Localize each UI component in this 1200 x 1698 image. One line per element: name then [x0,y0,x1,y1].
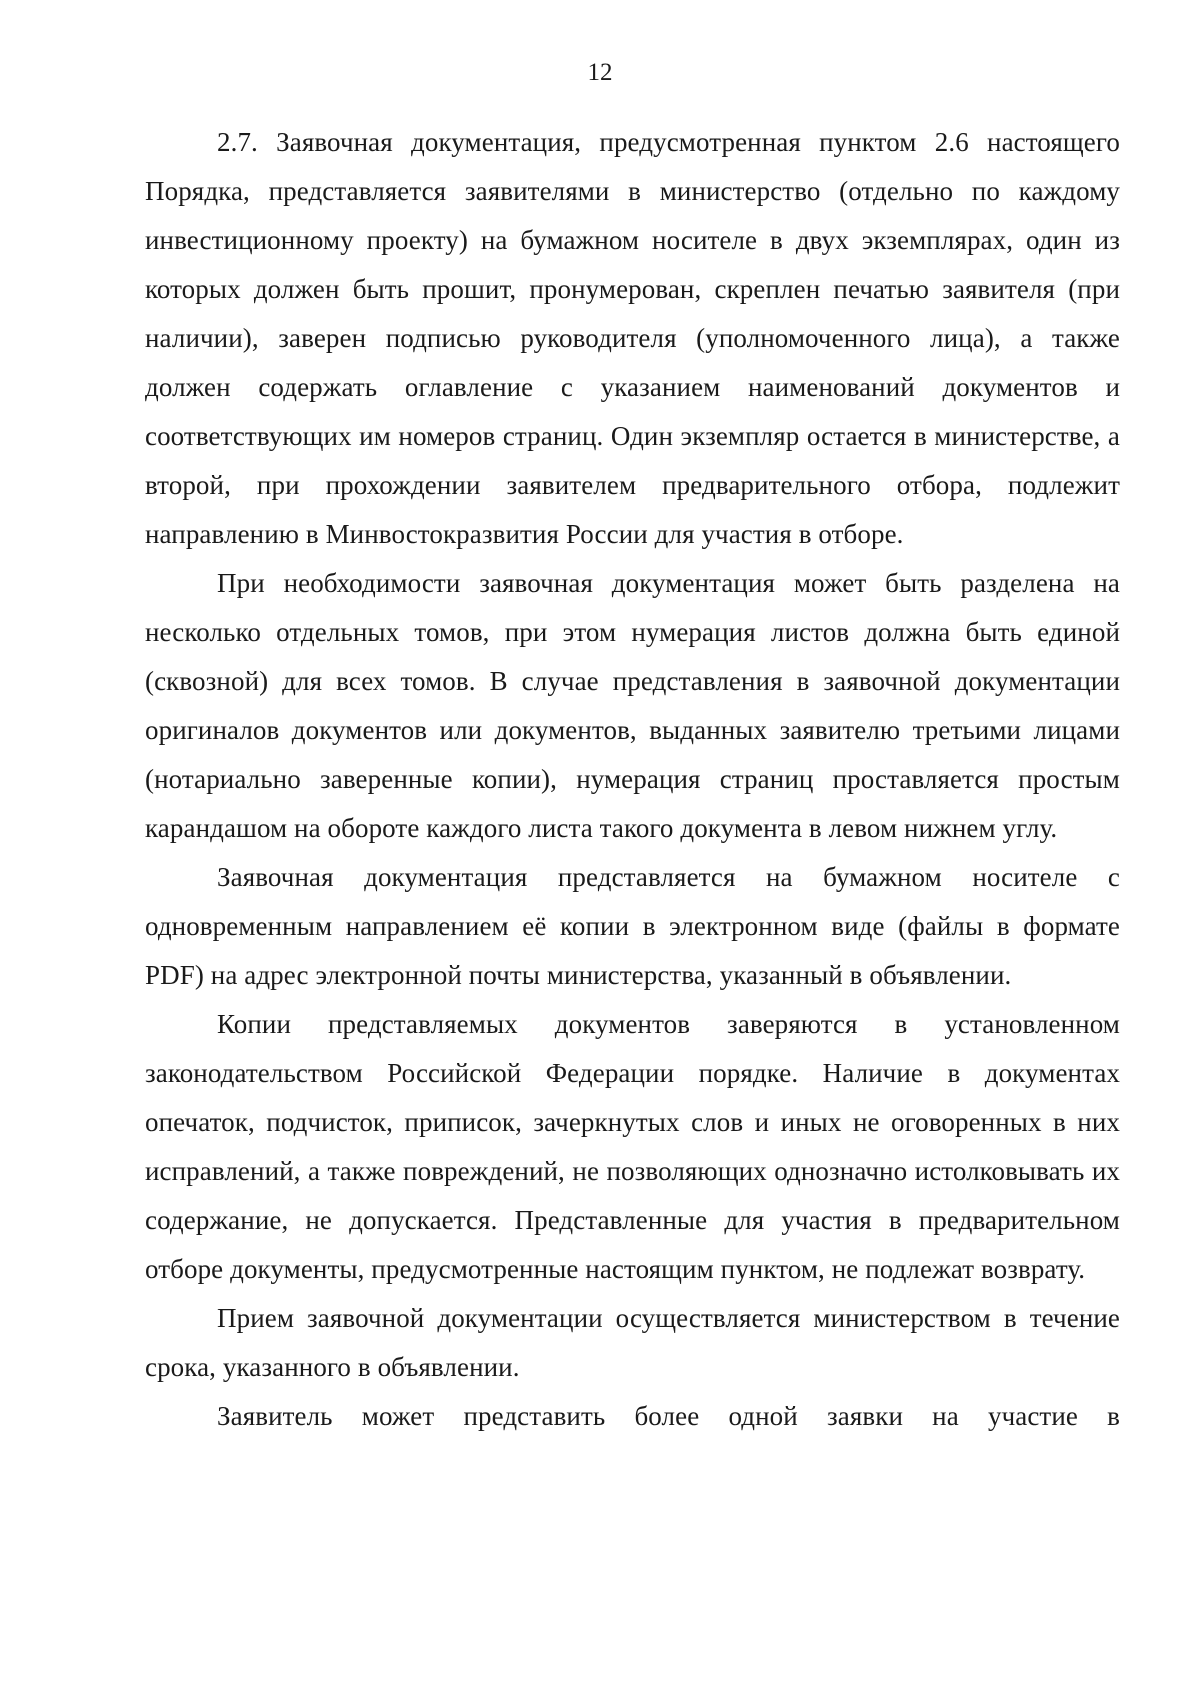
paragraph-volumes: При необходимости заявочная документация может быть разделена на несколько отдельных томов, при этом нумерация листов должна быть единой (сквозной) для всех томов. В случае представления в заявочной документации оригиналов документов или документов, выданных заявителю третьими лицами (нотариально заверенные копии), нумерация страниц проставляется простым карандашом на обороте каждого листа такого документа в левом нижнем углу. [145,568,1120,843]
paragraph-acceptance: Прием заявочной документации осуществляется министерством в течение срока, указанного в объявлении. [145,1303,1120,1382]
document-body [145,118,1120,1441]
page-number: 12 [587,59,613,86]
paragraph-copies-certification: Копии представляемых документов заверяются в установленном законодательством Российской Федерации порядке. Наличие в документах опечаток, подчисток, приписок, зачеркнутых слов и иных не оговоренных в них исправлений, а также повреждений, не позволяющих однозначно истолковывать их содержание, не допускается. Представленные для участия в предварительном отборе документы, предусмотренные настоящим пунктом, не подлежат возврату. [145,1009,1120,1284]
paragraph-multiple-applications: Заявитель может представить более одной заявки на участие в [217,1401,1120,1431]
paragraph-2-7: 2.7. Заявочная документация, предусмотренная пунктом 2.6 настоящего Порядка, представляется заявителями в министерство (отдельно по каждому инвестиционному проекту) на бумажном носителе в двух экземплярах, один из которых должен быть прошит, пронумерован, скреплен печатью заявителя (при наличии), заверен подписью руководителя (уполномоченного лица), а также должен содержать оглавление с указанием наименований документов и соответствующих им номеров страниц. Один экземпляр остается в министерстве, а второй, при прохождении заявителем предварительного отбора, подлежит направлению в Минвостокразвития России для участия в отборе. [145,127,1120,549]
paragraph-electronic-copy: Заявочная документация представляется на бумажном носителе с одновременным направлением её копии в электронном виде (файлы в формате PDF) на адрес электронной почты министерства, указанный в объявлении. [145,862,1120,990]
